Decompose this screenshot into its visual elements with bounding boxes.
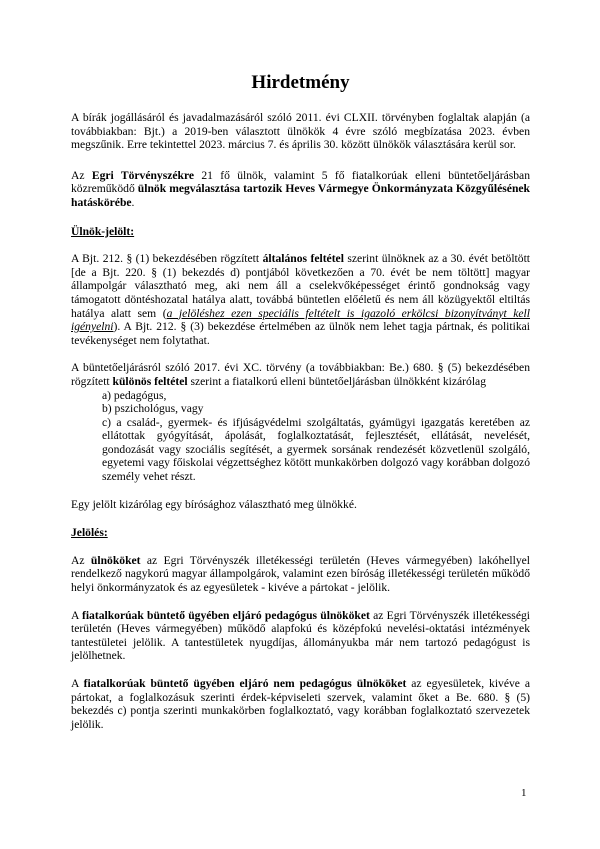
- list-item: c) a család-, gyermek- és ifjúságvédelmi szolgáltatás, gyámügyi igazgatás keretében az ellátottak gyógyítását, ápolását, foglalkoztatását, fejlesztését, ellátását, nevelését, gondozását vagy szociális segítését, a gyermek sorsának rendezését közvetlenül szolgáló, egyetemi vagy főiskolai végzettséghez kötött munkakörben dolgozó vagy korábban dolgozó személy vehet részt.: [102, 415, 530, 484]
- court-name: Egri Törvényszékre: [91, 168, 195, 182]
- special-condition-term: különös feltétel: [112, 374, 188, 388]
- certificate-note: a jelöléshez ezen speciális feltételt is igazoló erkölcsi bizonyítványt kell igényelni: [71, 306, 530, 334]
- intro-paragraph: A bírák jogállásáról és javadalmazásáról szóló 2011. évi CLXII. törvényben foglaltak alapján (a továbbiakban: Bjt.) a 2019-ben választott ülnökök 4 évre szóló megbízatása 2023. évben megszűnik. Erre tekintettel 2023. március 7. és április 30. között ülnökök választására kerül sor.: [71, 111, 530, 152]
- special-condition-paragraph: A büntetőeljárásról szóló 2017. évi XC. törvény (a továbbiakban: Be.) 680. § (5) bekezdésében rögzített különös feltétel szerint a fiatalkorú elleni büntetőeljárásban ülnökként kizárólag: [71, 361, 530, 388]
- general-condition-term: általános feltétel: [262, 252, 344, 266]
- general-condition-paragraph: A Bjt. 212. § (1) bekezdésében rögzített általános feltétel szerint ülnöknek az a 30. évét betöltött [de a Bjt. 220. § (1) bekezdés d) pontjából következően a 70. évét be nem töltött] magyar állampolgár választható meg, aki nem áll a cselekvőképességet érintő gondnokság vagy támogatott döntéshozatal hatálya alatt, továbbá büntetlen előéletű és nem áll közügyektől eltiltás hatálya alatt sem (a jelöléshez ezen speciális feltételt is igazoló erkölcsi bizonyítványt kell igényelni). A Bjt. 212. § (3) bekezdése értelmében az ülnök nem lehet tagja pártnak, és politikai tevékenységet nem folytathat.: [71, 252, 531, 347]
- nomination-paragraph: Az ülnököket az Egri Törvényszék illetékességi területén (Heves vármegyében) lakóhellyel rendelkező nagykorú magyar állampolgárok, valamint ezen bíróság illetékességi területén működő helyi önkormányzatok és az egyesületek - kivéve a pártokat - jelölik.: [71, 553, 530, 595]
- list-item: b) pszichológus, vagy: [102, 402, 204, 416]
- competence-text: ülnök megválasztása tartozik Heves Vármegye Önkormányzata Közgyűlésének hatáskörébe: [71, 182, 530, 209]
- non-pedagogue-nomination-paragraph: A fiatalkorúak büntető ügyében eljáró nem pedagógus ülnököket az egyesületek, kivéve a pártokat, a foglalkozásuk szerinti érdek-képviseleti szervek, valamint őket a Be. 680. § (5) bekezdés c) pontja szerinti munkakörben foglalkoztató, vagy korábban foglalkoztató szervezetek jelölik.: [71, 677, 530, 731]
- lay-judges-term: ülnököket: [90, 553, 141, 567]
- document-title: Hirdetmény: [251, 72, 350, 93]
- pedagogue-judges-term: fiatalkorúak büntető ügyében eljáró pedagógus ülnököket: [81, 608, 370, 622]
- eligible-list: [71, 389, 530, 484]
- document-body: [71, 72, 530, 731]
- page-number: 1: [521, 787, 527, 799]
- non-pedagogue-judges-term: fiatalkorúak büntető ügyében eljáró nem pedagógus ülnököket: [83, 677, 407, 690]
- single-court-paragraph: Egy jelölt kizárólag egy bírósághoz választható meg ülnökké.: [71, 497, 357, 511]
- pedagogue-nomination-paragraph: A fiatalkorúak büntető ügyében eljáró pedagógus ülnököket az Egri Törvényszék illetékességi területén (Heves vármegyében) működő alapfokú és középfokú nevelési-oktatási intézmények tantestületei jelölik. A tantestületek nyugdíjas, állományukba már nem tartozó pedagógust is jelölhetnek.: [71, 608, 530, 663]
- section-heading-candidate: Ülnök-jelölt:: [71, 224, 135, 238]
- competence-paragraph: Az Egri Törvényszékre 21 fő ülnök, valamint 5 fő fiatalkorúak elleni büntetőeljárásban közreműködő ülnök megválasztása tartozik Heves Vármegye Önkormányzata Közgyűlésének hatáskörébe.: [71, 168, 530, 209]
- section-heading-nomination: Jelölés:: [71, 526, 108, 540]
- list-item: a) pedagógus,: [102, 388, 167, 402]
